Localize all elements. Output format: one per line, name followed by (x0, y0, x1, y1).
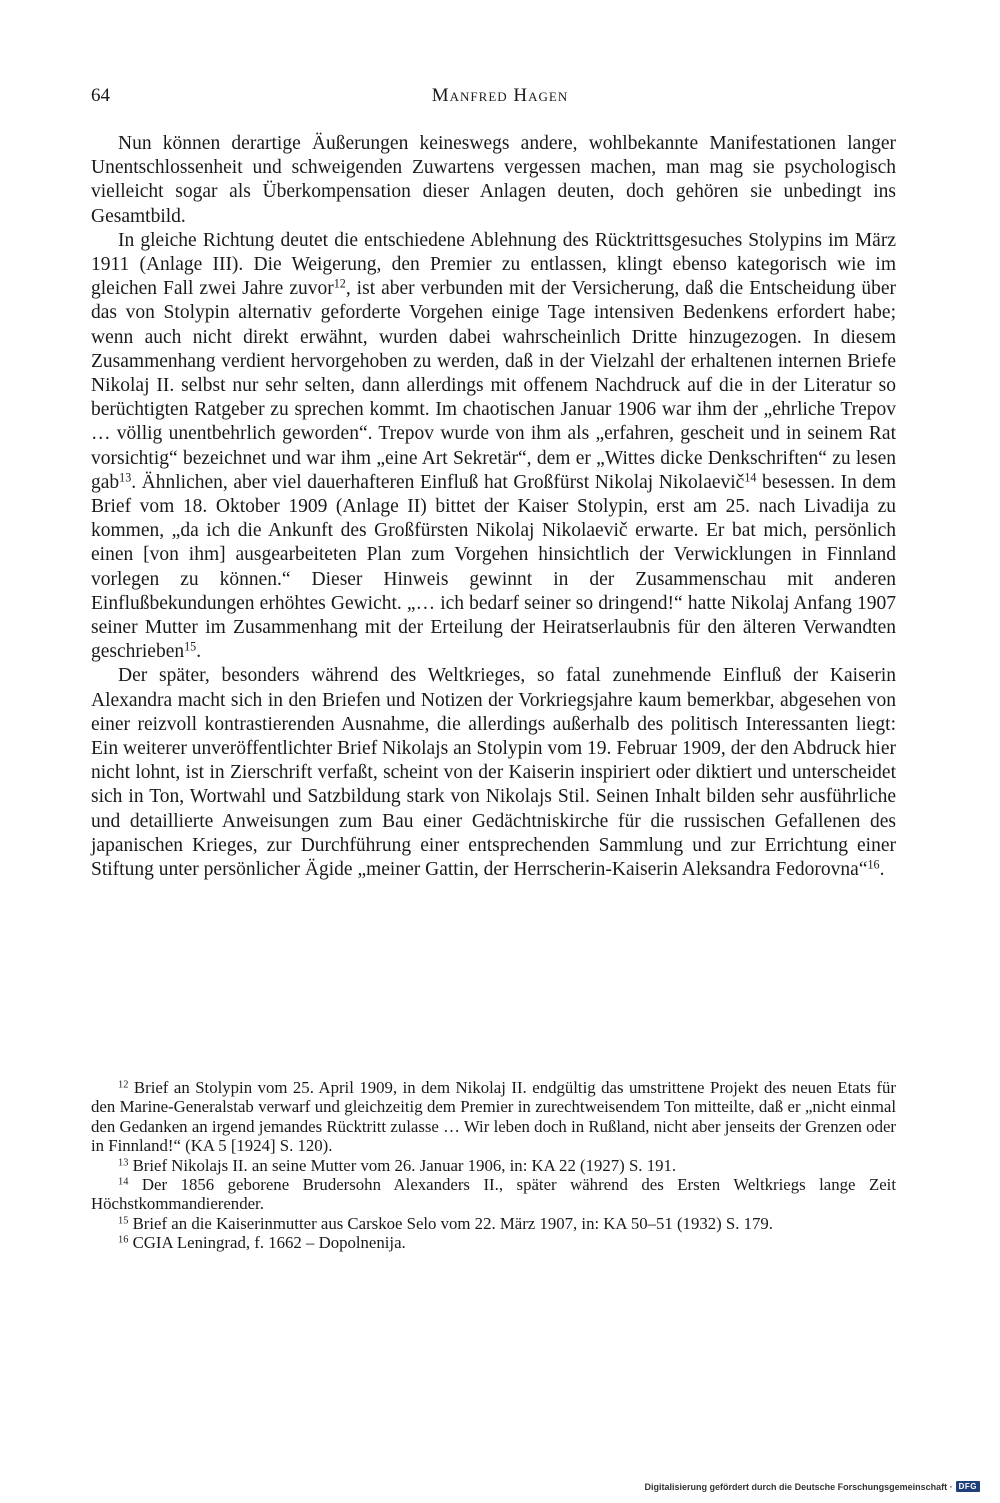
footnote (91, 1175, 896, 1214)
footnote-ref: 13 (119, 470, 132, 485)
paragraph-text: . Ähnlichen, aber viel dauerhafteren Einfluß hat Großfürst Nikolaj Nikolaevič (131, 471, 745, 493)
page-number: 64 (91, 85, 110, 106)
footnote-text: Der 1856 geborene Brudersohn Alexanders II., später während des Ersten Weltkriegs lange Zeit Höchstkommandierender. (91, 1175, 896, 1214)
footnote-number: 16 (118, 1234, 129, 1246)
paragraph-text: Der später, besonders während des Weltkrieges, so fatal zunehmende Einfluß der Kaiserin Alexandra macht sich in den Briefen und Notizen der Vorkriegsjahre kaum bemerkbar, abgesehen von einer reizvoll kontrastierenden Ausnahme, die allerdings außerhalb des politisch Interessanten liegt: Ein weiterer unveröffentlichter Brief Nikolajs an Stolypin vom 19. Februar 1909, der den Abdruck hier nicht lohnt, ist in Zierschrift verfaßt, scheint von der Kaiserin inspiriert oder diktiert und unterscheidet sich in Ton, Wortwahl und Satzbildung stark von Nikolajs Stil. Seinen Inhalt bilden sehr ausführliche und detaillierte Anweisungen zum Bau einer Gedächtniskirche für die russischen Gefallenen des japanischen Krieges, zur Durchführung einer entsprechenden Sammlung und zur Errichtung einer Stiftung unter persönlicher Ägide „meiner Gattin, der Herrscherin-Kaiserin Aleksandra Fedorovna“ (91, 665, 896, 881)
footnotes (91, 1078, 896, 1253)
paragraph-text: , ist aber verbunden mit der Versicherung, daß die Entscheidung über das von Stolypin alternativ geforderte Vorgehen einige Tage intensiven Bedenkens erfordert habe; wenn auch nicht direkt erwähnt, wurden dabei wahrscheinlich Dritte hinzugezogen. In diesem Zusammenhang verdient hervorgehoben zu werden, daß in der Vielzahl der erhaltenen internen Briefe Nikolaj II. selbst nur sehr selten, dann allerdings mit offenem Nachdruck auf die in der Literatur so berüchtigten Ratgeber zu sprechen kommt. Im chaotischen Januar 1906 war ihm der „ehrliche Trepov … völlig unentbehrlich geworden“. Trepov wurde von ihm als „erfahren, gescheit und in seinem Rat vorsichtig“ bezeichnet und war ihm „eine Art Sekretär“, dem er „Wittes dicke Denkschriften“ zu lesen gab (91, 278, 897, 493)
footnote-number: 14 (118, 1176, 129, 1188)
footnote-ref: 15 (184, 639, 197, 654)
footnote-ref: 16 (867, 857, 880, 872)
footnote (91, 1214, 896, 1233)
dfg-logo: DFG (956, 1481, 980, 1492)
paragraph (91, 132, 896, 229)
paragraph-text: . (879, 859, 885, 881)
footnote-ref: 12 (333, 276, 346, 291)
paragraph (91, 664, 896, 882)
footnote (91, 1233, 896, 1252)
paragraph-text: besessen. In dem Brief vom 18. Oktober 1909 (Anlage II) bittet der Kaiser Stolypin, erst am 25. nach Livadija zu kommen, „da ich die Ankunft des Großfürsten Nikolaj Nikolaevič erwarte. Er bat mich, persönlich einen [von ihm] ausgearbeiteten Plan zum Vorgehen hinsichtlich der Verwicklungen in Finnland vorlegen zu können.“ Dieser Hinweis gewinnt in der Zusammenschau mit anderen Einflußbekundungen erhöhtes Gewicht. „… ich bedarf seiner so dringend!“ hatte Nikolaj Anfang 1907 seiner Mutter im Zusammenhang mit der Erteilung der Heiratserlaubnis für den älteren Verwandten geschrieben (91, 471, 896, 663)
digitization-credit (645, 1481, 980, 1492)
footnote-text: Brief an die Kaiserinmutter aus Carskoe Selo vom 22. März 1907, in: KA 50–51 (1932) S. 179. (132, 1213, 773, 1233)
paragraph (91, 229, 896, 665)
footnote-number: 15 (118, 1215, 129, 1227)
footnote (91, 1156, 896, 1175)
footnote-text: Brief an Stolypin vom 25. April 1909, in dem Nikolaj II. endgültig das umstrittene Projekt des neuen Etats für den Marine-Generalstab verwarf und gleichzeitig dem Premier in zurechtweisendem Ton mitteilte, daß er „nicht einmal den Gedanken an irgend jemandes Rücktritt zulasse … Wir leben doch in Rußland, nicht aber jenseits der Grenzen oder in Finnland!“ (KA 5 [1924] S. 120). (91, 1078, 896, 1156)
running-head: Manfred Hagen (431, 85, 569, 106)
credit-text: Digitalisierung gefördert durch die Deutsche Forschungsgemeinschaft · (644, 1481, 953, 1492)
footnote-text: CGIA Leningrad, f. 1662 – Dopolnenija. (132, 1233, 406, 1253)
body-text (91, 132, 896, 882)
paragraph-text: . (196, 641, 202, 663)
footnote-text: Brief Nikolajs II. an seine Mutter vom 26. Januar 1906, in: KA 22 (1927) S. 191. (132, 1155, 677, 1175)
paragraph-text: In gleiche Richtung deutet die entschiedene Ablehnung des Rücktrittsgesuches Stolypins im März 1911 (Anlage III). Die Weigerung, den Premier zu entlassen, klingt ebenso kategorisch wie im gleichen Fall zwei Jahre zuvor (91, 229, 896, 300)
paragraph-text: Nun können derartige Äußerungen keineswegs andere, wohlbekannte Manifestationen langer Unentschlossenheit und schweigenden Zuwartens vergessen machen, man mag sie psychologisch vielleicht sogar als Überkompensation dieser Anlagen deuten, doch gehören sie unbedingt ins Gesamtbild. (91, 133, 896, 227)
footnote-ref: 14 (744, 470, 757, 485)
footnote (91, 1078, 896, 1156)
footnote-number: 13 (118, 1156, 129, 1168)
footnote-number: 12 (118, 1079, 129, 1091)
